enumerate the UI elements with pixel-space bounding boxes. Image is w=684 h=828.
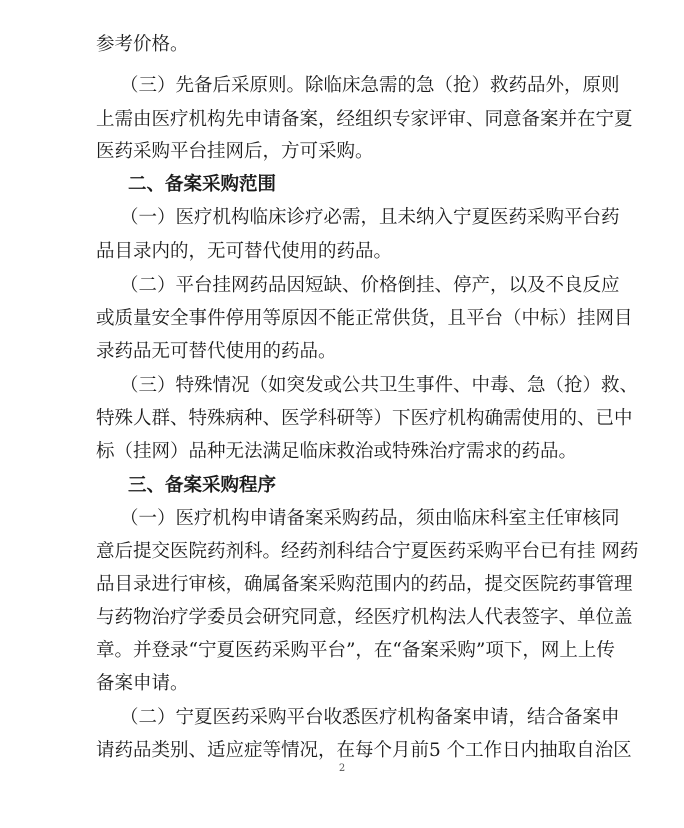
paragraph-line: 参考价格。 xyxy=(96,34,189,55)
section-heading: 二、备案采购范围 xyxy=(128,174,277,195)
paragraph-line: （二）平台挂网药品因短缺、价格倒挂、停产，以及不良反应 xyxy=(120,275,620,296)
paragraph-line: 意后提交医院药剂科。经药剂科结合宁夏医药采购平台已有挂 网药 xyxy=(96,541,639,562)
paragraph-line: （二）宁夏医药采购平台收悉医疗机构备案申请，结合备案申 xyxy=(120,707,620,728)
paragraph-line: 标（挂网）品种无法满足临床救治或特殊治疗需求的药品。 xyxy=(96,441,578,462)
paragraph-line: （一）医疗机构临床诊疗必需，且未纳入宁夏医药采购平台药 xyxy=(120,207,620,228)
paragraph-line: 品目录内的，无可替代使用的药品。 xyxy=(96,241,393,262)
paragraph-line: 医药采购平台挂网后，方可采购。 xyxy=(96,141,374,162)
section-heading: 三、备案采购程序 xyxy=(128,475,277,496)
paragraph-line: （一）医疗机构申请备案采购药品，须由临床科室主任审核同 xyxy=(120,508,620,529)
paragraph-line: 上需由医疗机构先申请备案，经组织专家评审、同意备案并在宁夏 xyxy=(96,109,633,130)
paragraph-line: （三）特殊情况（如突发或公共卫生事件、中毒、急（抢）救、 xyxy=(120,375,639,396)
paragraph-line: 章。并登录“宁夏医药采购平台”，在“备案采购”项下，网上上传 xyxy=(96,640,615,661)
paragraph-line: 品目录进行审核，确属备案采购范围内的药品，提交医院药事管理 xyxy=(96,574,633,595)
paragraph-line: （三）先备后采原则。除临床急需的急（抢）救药品外，原则 xyxy=(120,75,620,96)
page-number: 2 xyxy=(338,763,346,774)
paragraph-line: 特殊人群、特殊病种、医学科研等）下医疗机构确需使用的、已中 xyxy=(96,408,633,429)
paragraph-line: 录药品无可替代使用的药品。 xyxy=(96,341,337,362)
paragraph-line: 或质量安全事件停用等原因不能正常供货，且平台（中标）挂网目 xyxy=(96,308,633,329)
paragraph-line: 备案申请。 xyxy=(96,673,189,694)
paragraph-line: 请药品类别、适应症等情况，在每个月前5 个工作日内抽取自治区 xyxy=(96,740,632,761)
paragraph-line: 与药物治疗学委员会研究同意，经医疗机构法人代表签字、单位盖 xyxy=(96,607,633,628)
